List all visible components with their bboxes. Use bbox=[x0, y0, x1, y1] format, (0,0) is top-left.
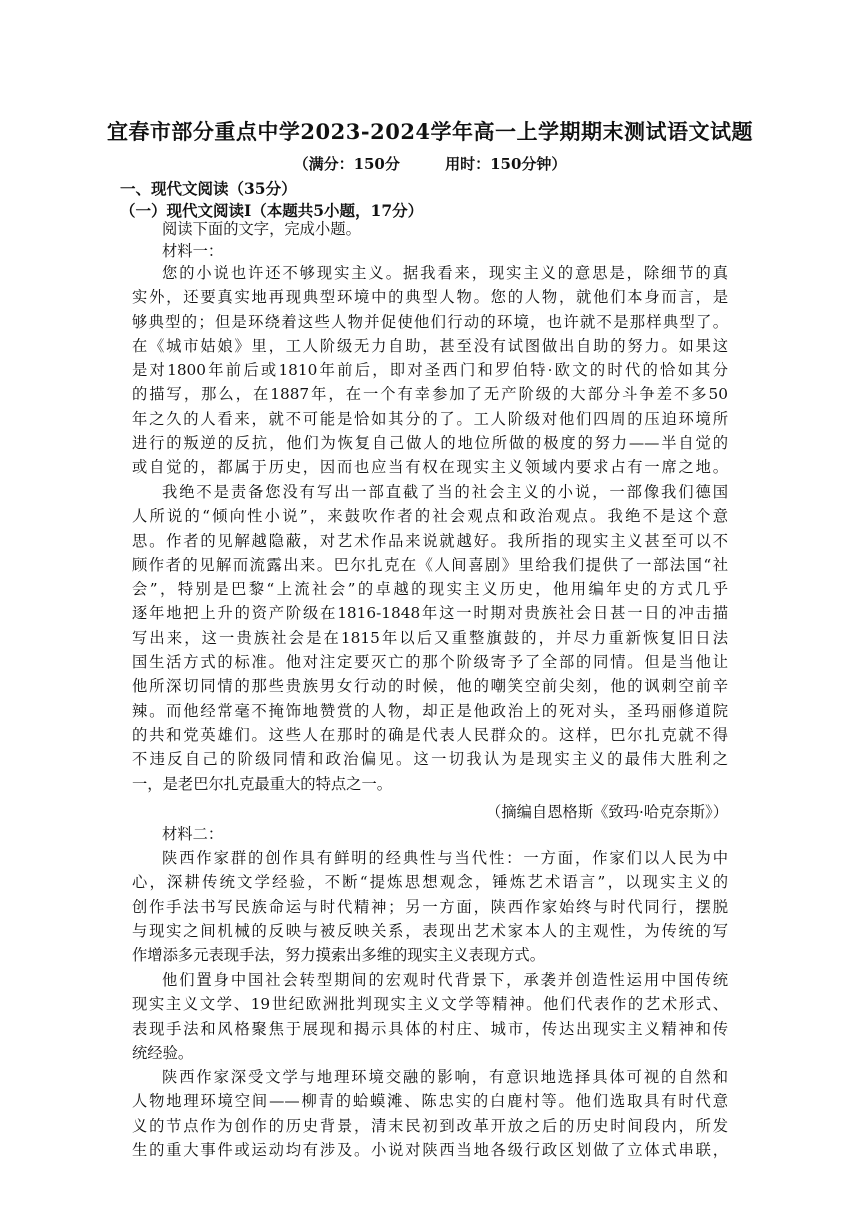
text-line: 与现实之间机械的反映与被反映关系，表现出艺术家本人的主观性，为传统的写 bbox=[132, 921, 728, 940]
text-line: 逐年地把上升的资产阶级在1816-1848年这一时期对贵族社会日甚一日的冲击描 bbox=[132, 604, 728, 623]
text-line: 创作手法书写民族命运与时代精神；另一方面，陕西作家始终与时代同行，摆脱 bbox=[132, 897, 728, 916]
text-line: 陕西作家群的创作具有鲜明的经典性与当代性：一方面，作家们以人民为中 bbox=[162, 849, 728, 867]
text-line: 的共和党英雄们。这些人在那时的确是代表人民群众的。这样，巴尔扎克就不得 bbox=[132, 725, 728, 744]
text-line: 辣。而他经常毫不掩饰地赞赏的人物，却正是他政治上的死对头，圣玛丽修道院 bbox=[132, 701, 728, 720]
material-2-paragraph-2 bbox=[132, 970, 728, 1067]
text-line: 年之久的人看来，就不可能是恰如其分的了。工人阶级对他们四周的压迫环境所 bbox=[132, 409, 728, 428]
text-line: 顾作者的见解而流露出来。巴尔扎克在《人间喜剧》里给我们提供了一部法国“社 bbox=[132, 555, 728, 574]
text-line: 义的节点作为创作的历史背景，清末民初到改革开放之后的历史时间段内，所发 bbox=[132, 1116, 728, 1135]
instruction-text: 阅读下面的文字，完成小题。 bbox=[162, 220, 361, 238]
text-line: 我绝不是责备您没有写出一部直截了当的社会主义的小说，一部像我们德国 bbox=[162, 483, 728, 501]
text-line: 表现手法和风格聚焦于展现和揭示具体的村庄、城市，传达出现实主义精神和传 bbox=[132, 1019, 728, 1038]
time-limit: 用时：150分钟） bbox=[445, 155, 567, 173]
text-line: 他所深切同情的那些贵族男女行动的时候，他的嘲笑空前尖刻，他的讽刺空前辛 bbox=[132, 677, 728, 696]
full-score: （满分：150分 bbox=[293, 155, 400, 173]
text-line: 的描写，那么，在1887年，在一个有幸参加了无产阶级的大部分斗争差不多50 bbox=[132, 385, 728, 404]
text-line: 您的小说也许还不够现实主义。据我看来，现实主义的意思是，除细节的真 bbox=[162, 264, 728, 282]
text-line: 国生活方式的标准。他对注定要灭亡的那个阶级寄予了全部的同情。但是当他让 bbox=[132, 653, 728, 672]
text-line: 生的重大事件或运动均有涉及。小说对陕西当地各级行政区划做了立体式串联， bbox=[132, 1140, 728, 1159]
exam-title: 宜春市部分重点中学2023-2024学年高一上学期期末测试语文试题 bbox=[106, 119, 754, 144]
text-line: 实外，还要真实地再现典型环境中的典型人物。您的人物，就他们本身而言，是 bbox=[132, 288, 728, 307]
text-line: 思。作者的见解越隐蔽，对艺术作品来说就越好。我所指的现实主义甚至可以不 bbox=[132, 531, 728, 550]
exam-subtitle bbox=[0, 153, 860, 174]
text-line: 人所说的“倾向性小说”，来鼓吹作者的社会观点和政治观点。我绝不是这个意 bbox=[132, 507, 728, 526]
material-2-paragraph-1 bbox=[132, 848, 728, 969]
text-line: 现实主义文学、19世纪欧洲批判现实主义文学等精神。他们代表作的艺术形式、 bbox=[132, 995, 728, 1014]
text-line: 会”，特别是巴黎“上流社会”的卓越的现实主义历史，他用编年史的方式几乎 bbox=[132, 580, 728, 599]
material-2-paragraph-3 bbox=[132, 1067, 728, 1164]
material-1-paragraph-2 bbox=[132, 482, 728, 798]
text-line: 人物地理环境空间——柳青的蛤蟆滩、陈忠实的白鹿村等。他们选取具有时代意 bbox=[132, 1092, 728, 1111]
text-line: 是对1800年前后或1810年前后，即对圣西门和罗伯特·欧文的时代的恰如其分 bbox=[132, 361, 728, 380]
text-line: 统经验。 bbox=[132, 1043, 194, 1062]
text-line: 写出来，这一贵族社会是在1815年以后又重整旗鼓的，并尽力重新恢复旧日法 bbox=[132, 628, 728, 647]
subsection-heading-reading-1: （一）现代文阅读Ⅰ（本题共5小题，17分） bbox=[120, 201, 424, 220]
material-2-label: 材料二： bbox=[162, 825, 224, 843]
text-line: 进行的叛逆的反抗，他们为恢复自己做人的地位所做的极度的努力——半自觉的 bbox=[132, 434, 728, 453]
text-line: 作增添多元表现手法，努力摸索出多维的现实主义表现方式。 bbox=[132, 946, 546, 965]
text-line: 心，深耕传统文学经验，不断“提炼思想观念，锤炼艺术语言”，以现实主义的 bbox=[132, 873, 728, 892]
text-line: 不违反自己的阶级同情和政治偏见。这一切我认为是现实主义的最伟大胜利之 bbox=[132, 750, 728, 769]
text-line: 在《城市姑娘》里，工人阶级无力自助，甚至没有试图做出自助的努力。如果这 bbox=[132, 336, 728, 355]
text-line: 或自觉的，都属于历史，因而也应当有权在现实主义领域内要求占有一席之地。 bbox=[132, 458, 728, 477]
material-1-source: （摘编自恩格斯《致玛·哈克奈斯》） bbox=[486, 803, 728, 821]
text-line: 够典型的；但是环绕着这些人物并促使他们行动的环境，也许就不是那样典型了。 bbox=[132, 312, 728, 331]
section-heading-modern-reading: 一、现代文阅读（35分） bbox=[120, 179, 297, 198]
text-line: 陕西作家深受文学与地理环境交融的影响，有意识地选择具体可视的自然和 bbox=[162, 1068, 728, 1086]
material-1-label: 材料一： bbox=[162, 242, 224, 260]
text-line: 他们置身中国社会转型期间的宏观时代背景下，承袭并创造性运用中国传统 bbox=[162, 971, 728, 989]
material-1-paragraph-1 bbox=[132, 263, 728, 482]
text-line: 一，是老巴尔扎克最重大的特点之一。 bbox=[132, 774, 393, 793]
